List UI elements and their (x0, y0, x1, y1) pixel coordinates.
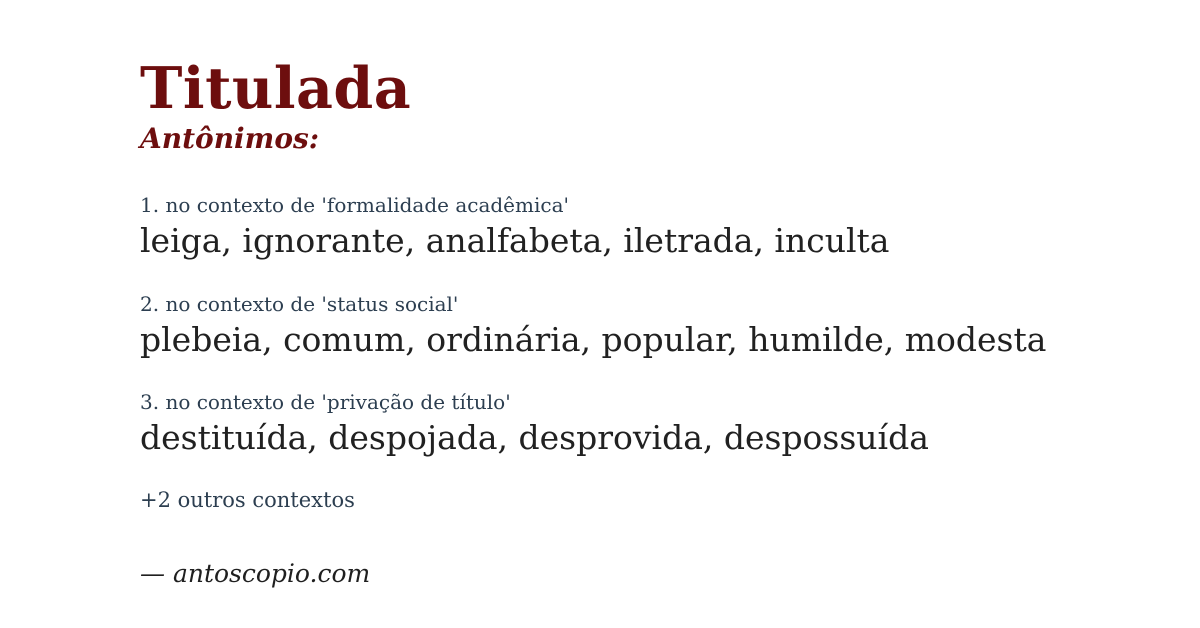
context-label: 1. no contexto de 'formalidade acadêmica' (140, 193, 570, 218)
antonyms-section-heading: Antônimos: (140, 121, 320, 155)
context-antonyms: destituída, despojada, desprovida, despossuída (140, 417, 929, 457)
context-entry (140, 192, 1140, 261)
attribution-source: — antoscopio.com (140, 559, 371, 589)
context-entry (140, 291, 1140, 360)
context-entry (140, 389, 1140, 458)
contexts-list (140, 192, 1140, 458)
context-antonyms: plebeia, comum, ordinária, popular, humilde, modesta (140, 319, 1047, 359)
context-label: 2. no contexto de 'status social' (140, 291, 459, 316)
word-title: Titulada (140, 55, 412, 122)
more-contexts-note: +2 outros contextos (140, 488, 355, 513)
context-label: 3. no contexto de 'privação de título' (140, 389, 511, 414)
context-antonyms: leiga, ignorante, analfabeta, iletrada, inculta (140, 221, 890, 261)
